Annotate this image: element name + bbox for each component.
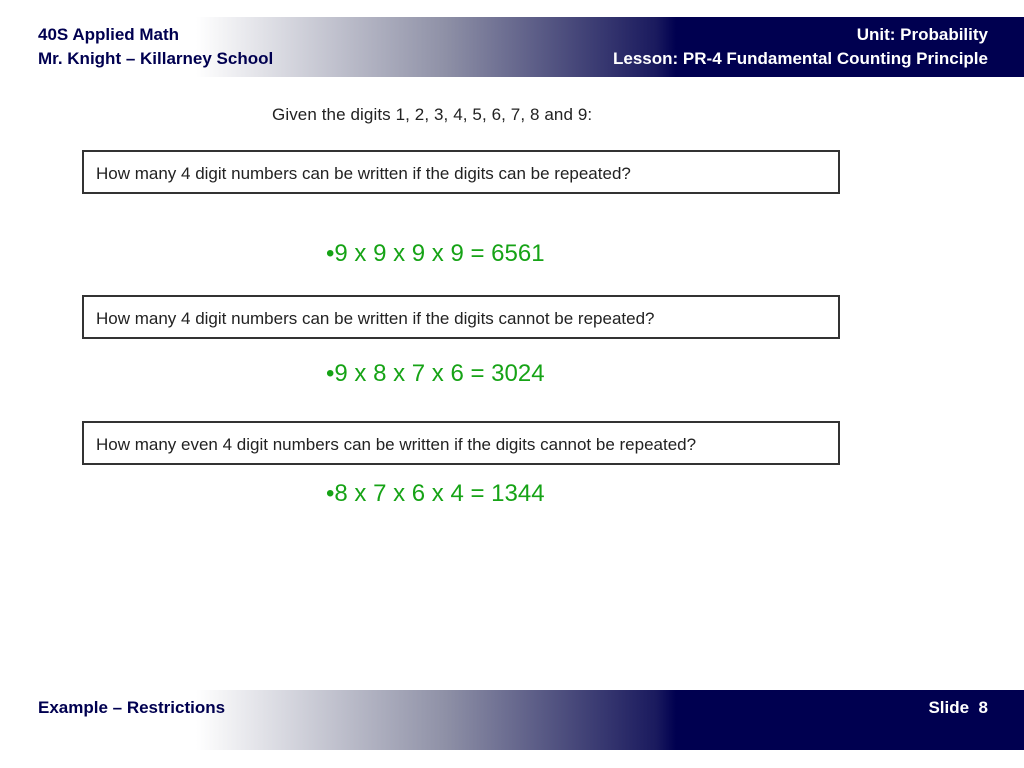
intro-text: Given the digits 1, 2, 3, 4, 5, 6, 7, 8 and 9: [272,105,593,124]
footer-band [16,690,1024,750]
header-right [613,23,988,71]
answer-2: •9 x 8 x 7 x 6 = 3024 [326,360,545,387]
question-box-2 [82,295,840,339]
footer-topic: Example – Restrictions [38,698,226,717]
header-left [38,23,273,71]
question-box-1 [82,150,840,194]
question-box-3 [82,421,840,465]
unit-title: Unit: Probability [856,25,988,44]
question-text-3: How many even 4 digit numbers can be written if the digits cannot be repeated? [96,435,697,454]
teacher-name: Mr. Knight – Killarney School [38,49,274,68]
question-text-1: How many 4 digit numbers can be written if the digits can be repeated? [96,164,631,183]
lesson-title: Lesson: PR-4 Fundamental Counting Principle [613,49,988,68]
answer-3: •8 x 7 x 6 x 4 = 1344 [326,480,545,507]
slide-number: Slide 8 [928,698,988,717]
question-text-2: How many 4 digit numbers can be written if the digits cannot be repeated? [96,309,655,328]
answer-1: •9 x 9 x 9 x 9 = 6561 [326,240,545,267]
course-title: 40S Applied Math [38,25,180,44]
header-band [16,17,1024,77]
